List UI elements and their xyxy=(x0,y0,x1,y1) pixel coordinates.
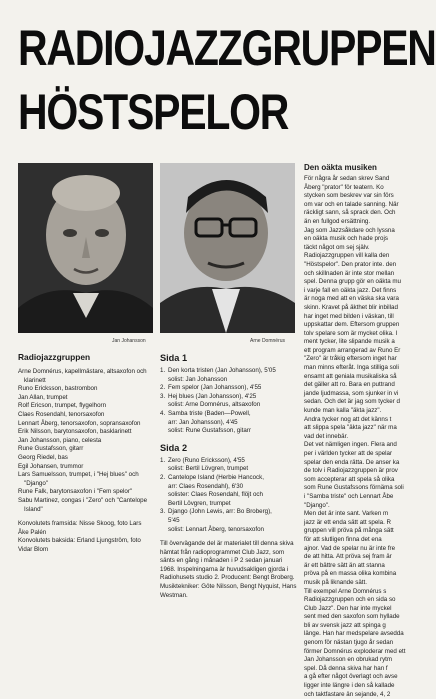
article-line: de tolv i Radiojazzgruppen är prov xyxy=(304,467,398,475)
track-item xyxy=(160,457,298,474)
article-line: Club Jazz". Den har inte myckel xyxy=(304,604,392,612)
article-line: Jan Johansson en obrukad rytm xyxy=(304,656,393,664)
article-line: jande ljudmassa, som sjunker in vi xyxy=(304,389,399,397)
article-line: "Höstspelor". Den prator inte. den xyxy=(304,260,397,268)
article-line: uppskattar dem. Eftersom gruppen xyxy=(304,321,400,329)
article-line: pröva på en massa olika kombina xyxy=(304,570,397,578)
article-line: har inget med bilden i väskan, till xyxy=(304,312,394,320)
track-number: 3. xyxy=(160,508,166,516)
tracklist-column xyxy=(160,352,298,600)
album-title: RADIOJAZZGRUPPEN xyxy=(18,20,436,76)
musician-list xyxy=(18,368,148,514)
track-title: Fem spelor (Jan Johansson), 4'55 xyxy=(168,384,262,392)
track-title: Samba triste (Baden—Powell, xyxy=(168,409,251,417)
track-title: Hej blues (Jan Johansson), 4'25 xyxy=(168,392,257,400)
article-line: Andra tycker nog att det känns t xyxy=(304,415,392,423)
article-line: vad det innebär. xyxy=(304,432,349,440)
track-soloist: solist: Jan Johansson xyxy=(168,375,228,383)
musician-item: Erik Nilsson, barytonsaxofon, basklarinett xyxy=(18,428,132,436)
musician-item: Claes Rosendahl, tenorsaxofon xyxy=(18,410,105,418)
article-line: det gäller att ro. Bara en puttrand xyxy=(304,381,395,389)
article-line: ment tycker, lite slipande musik a xyxy=(304,338,395,346)
track-number: 2. xyxy=(160,384,166,392)
article-line: att slippa spela "äkta jazz" när ma xyxy=(304,424,397,432)
track-soloist: arr: Jan Johansson), 4'45 xyxy=(168,418,238,426)
article-line: Åberg "prator" för teatern. Ko xyxy=(304,183,384,191)
track-soloist: solister: Claes Rosendahl, flöjt och xyxy=(168,491,263,499)
article-line: "Django". xyxy=(304,501,330,509)
article-line: ett program arrangerad av Runo Er xyxy=(304,346,401,354)
article-line: Jag som Jazzsåkdare och lyssna xyxy=(304,226,395,234)
track-number: 3. xyxy=(160,392,166,400)
track-number: 1. xyxy=(160,367,166,374)
musician-item: Rune Gustafsson, gitarr xyxy=(18,445,84,453)
track-item xyxy=(160,410,298,436)
track-soloist: solist: Bertil Lövgren, trumpet xyxy=(168,465,249,473)
album-subtitle: HÖSTSPELOR xyxy=(18,84,289,140)
article-line: Radiojazzgruppen vill kalla den xyxy=(304,252,390,260)
track-soloist: arr: Claes Rosendahl), 6'30 xyxy=(168,482,244,490)
musician-item: Lennart Åberg, tenorsaxofon, sopransaxofon xyxy=(18,419,141,427)
article-line: sedan. Och det är jag som tycker d xyxy=(304,398,400,406)
musician-item: Rolf Ericson, trumpet, flygelhorn xyxy=(18,402,107,410)
article-line: kunde man kalla "äkta jazz". xyxy=(304,407,382,415)
article-heading: Den oäkta musiken xyxy=(304,163,377,172)
track-item xyxy=(160,393,298,410)
track-title: Django (John Lewis, arr: Bo Broberg), xyxy=(168,508,272,516)
article-line: gruppen vill pröva på många sätt xyxy=(304,527,394,535)
musician-item: Jan Allan, trumpet xyxy=(18,393,68,401)
track-soloist: 5'45 xyxy=(168,516,180,524)
article-line: är ett bättre sätt än att stanna xyxy=(304,561,385,569)
cover-credits xyxy=(18,520,148,554)
track-item xyxy=(160,474,298,508)
photo-caption-left: Jan Johansson xyxy=(112,338,146,344)
musician-item: Rune Falk, barytonsaxofon i "Fem spelor" xyxy=(18,488,133,496)
article-line: räckligt sann, så sprack den. Och xyxy=(304,209,396,217)
lineup-column xyxy=(18,352,148,554)
article-column xyxy=(304,163,424,699)
article-line: de att hitta. Att pröva sej fram är xyxy=(304,553,392,561)
article-line: "Zero" är tråkig eftersom inget har xyxy=(304,355,397,363)
article-line: stycken som beskrev var sin förs xyxy=(304,192,394,200)
article-line: För några år sedan skrev Sand xyxy=(304,175,390,182)
track-number: 4. xyxy=(160,409,166,417)
article-line: ligger inte längre i den så kallade xyxy=(304,682,395,690)
article-line: som Rune Gustafssons förnäma soli xyxy=(304,484,404,492)
portrait-photo-jan-johansson xyxy=(18,163,153,333)
article-line: a gå efter något överlagt och avse xyxy=(304,673,398,681)
article-line: Det vet nämligen ingen. Flera and xyxy=(304,441,397,449)
article-line: Till exempel Arne Domnérus s xyxy=(304,587,387,595)
track-number: 2. xyxy=(160,473,166,481)
article-line: förmer Domnérus exploderar med ett xyxy=(304,647,406,655)
article-line: skinn. Kravet på äkthet blir inbillad xyxy=(304,303,398,311)
article-line: spel. Denna grupp gör en oäkta mu xyxy=(304,278,401,286)
track-item xyxy=(160,384,298,393)
article-line: om var och en talade sanning. När xyxy=(304,200,399,208)
track-soloist: solist: Rune Gustafsson, gitarr xyxy=(168,427,251,435)
track-item xyxy=(160,367,298,384)
track-title: Zero (Runo Ericksson), 4'55 xyxy=(168,456,245,464)
article-line: bli av svensk jazz att spinga g xyxy=(304,621,386,629)
article-line: länge. Han har medspelare avsedda xyxy=(304,630,404,638)
article-line: täckt något om sej själv. xyxy=(304,243,370,251)
track-soloist: Bertil Lövgren, trumpet xyxy=(168,499,231,507)
article-line: genom för nästan tjugo år sedan xyxy=(304,639,394,647)
article-line: ensamt att geniala musikaliska så xyxy=(304,372,397,380)
article-line: tolv spelare som är mycket olika. I xyxy=(304,329,398,337)
article-line: Men det är inte sant. Varken m xyxy=(304,510,389,518)
article-line: man minns efteråt. Inga stilliga soli xyxy=(304,364,399,372)
recording-notes: Till övervägande del är materialet till denna skiva hämtat från radioprogrammet Club Jazz, som sänts en gång i månaden i P 2 sedan januari 1968. Inspelningarna är huvudsakligen gjorda i Radiohusets studio 2. Producent: Bengt Broberg. Musiktekniker: Göte Nilsson, Bengt Nyquist, Hans Westman. xyxy=(160,540,297,599)
musician-item: Jan Johansson, piano, celesta xyxy=(18,436,102,444)
article-line: i "Samba triste" och Lennart Åbe xyxy=(304,492,394,500)
track-title: Den korta tristen (Jan Johansson), 5'05 xyxy=(168,367,276,374)
article-line: ajnor. Vad de spelar nu är inte fre xyxy=(304,544,396,552)
article-line: spel. Då denna skiva har han f xyxy=(304,664,388,672)
article-body xyxy=(304,175,424,699)
photo-caption-right: Arne Domnérus xyxy=(250,338,286,344)
article-line: musik på liknande sätt. xyxy=(304,578,367,586)
article-line: är noga med att en väska ska vara xyxy=(304,295,399,303)
article-line: än en fullgod ersättning. xyxy=(304,217,371,225)
article-line: i varje fall en oäkta jazz. Det finns xyxy=(304,286,397,294)
musician-item: Georg Riedel, bas xyxy=(18,453,68,461)
article-line: per i världen tycker att de spelar xyxy=(304,450,393,457)
musician-item: Arne Domnérus, kapellmästare, altsaxofon och klarinett xyxy=(18,368,147,384)
credit-front: Konvolutets framsida: Nisse Skoog, foto Lars Åke Palén xyxy=(18,520,142,536)
article-line: och skillnaden är inte stor mellan xyxy=(304,269,395,277)
article-line: en oäkta musik och hade projs xyxy=(304,235,388,243)
side1-heading: Sida 1 xyxy=(160,353,188,363)
side2-heading: Sida 2 xyxy=(160,442,188,453)
article-line: och taktfastare än sejande, 4, 2 xyxy=(304,690,391,698)
article-line: som accepterar att spela så olika xyxy=(304,475,395,483)
lineup-heading: Radiojazzgruppen xyxy=(18,352,91,362)
track-item xyxy=(160,508,298,534)
article-line: för att slutligen finna det ena xyxy=(304,535,382,543)
track-soloist: solist: Arne Domnérus, altsaxofon xyxy=(168,401,261,409)
track-title: Cantelope Island (Herbie Hancock, xyxy=(168,473,264,481)
track-soloist: solist: Lennart Åberg, tenorsaxofon xyxy=(168,525,264,533)
musician-item: Runo Ericksson, bastrombon xyxy=(18,385,98,393)
article-line: jazz är ett enda sätt att spela. R xyxy=(304,518,392,526)
portrait-photo-arne-domnerus xyxy=(160,163,295,333)
article-line: spelar den enda rätta. De anser ka xyxy=(304,458,400,466)
musician-item: Lars Samuelsson, trumpet, i "Hej blues" och "Django" xyxy=(18,471,139,487)
musician-item: Sabu Martinez, congas i "Zero" och "Cantelope Island" xyxy=(18,496,148,513)
article-line: sent med den saxofon som hyllade xyxy=(304,613,400,621)
track-number: 1. xyxy=(160,456,166,464)
credit-back: Konvolutets baksida: Erland Ljungström, foto Vidar Blom xyxy=(18,537,141,553)
article-line: Radiojazzgruppen och en sida so xyxy=(304,596,396,604)
musician-item: Egil Johansen, trummor xyxy=(18,462,84,470)
